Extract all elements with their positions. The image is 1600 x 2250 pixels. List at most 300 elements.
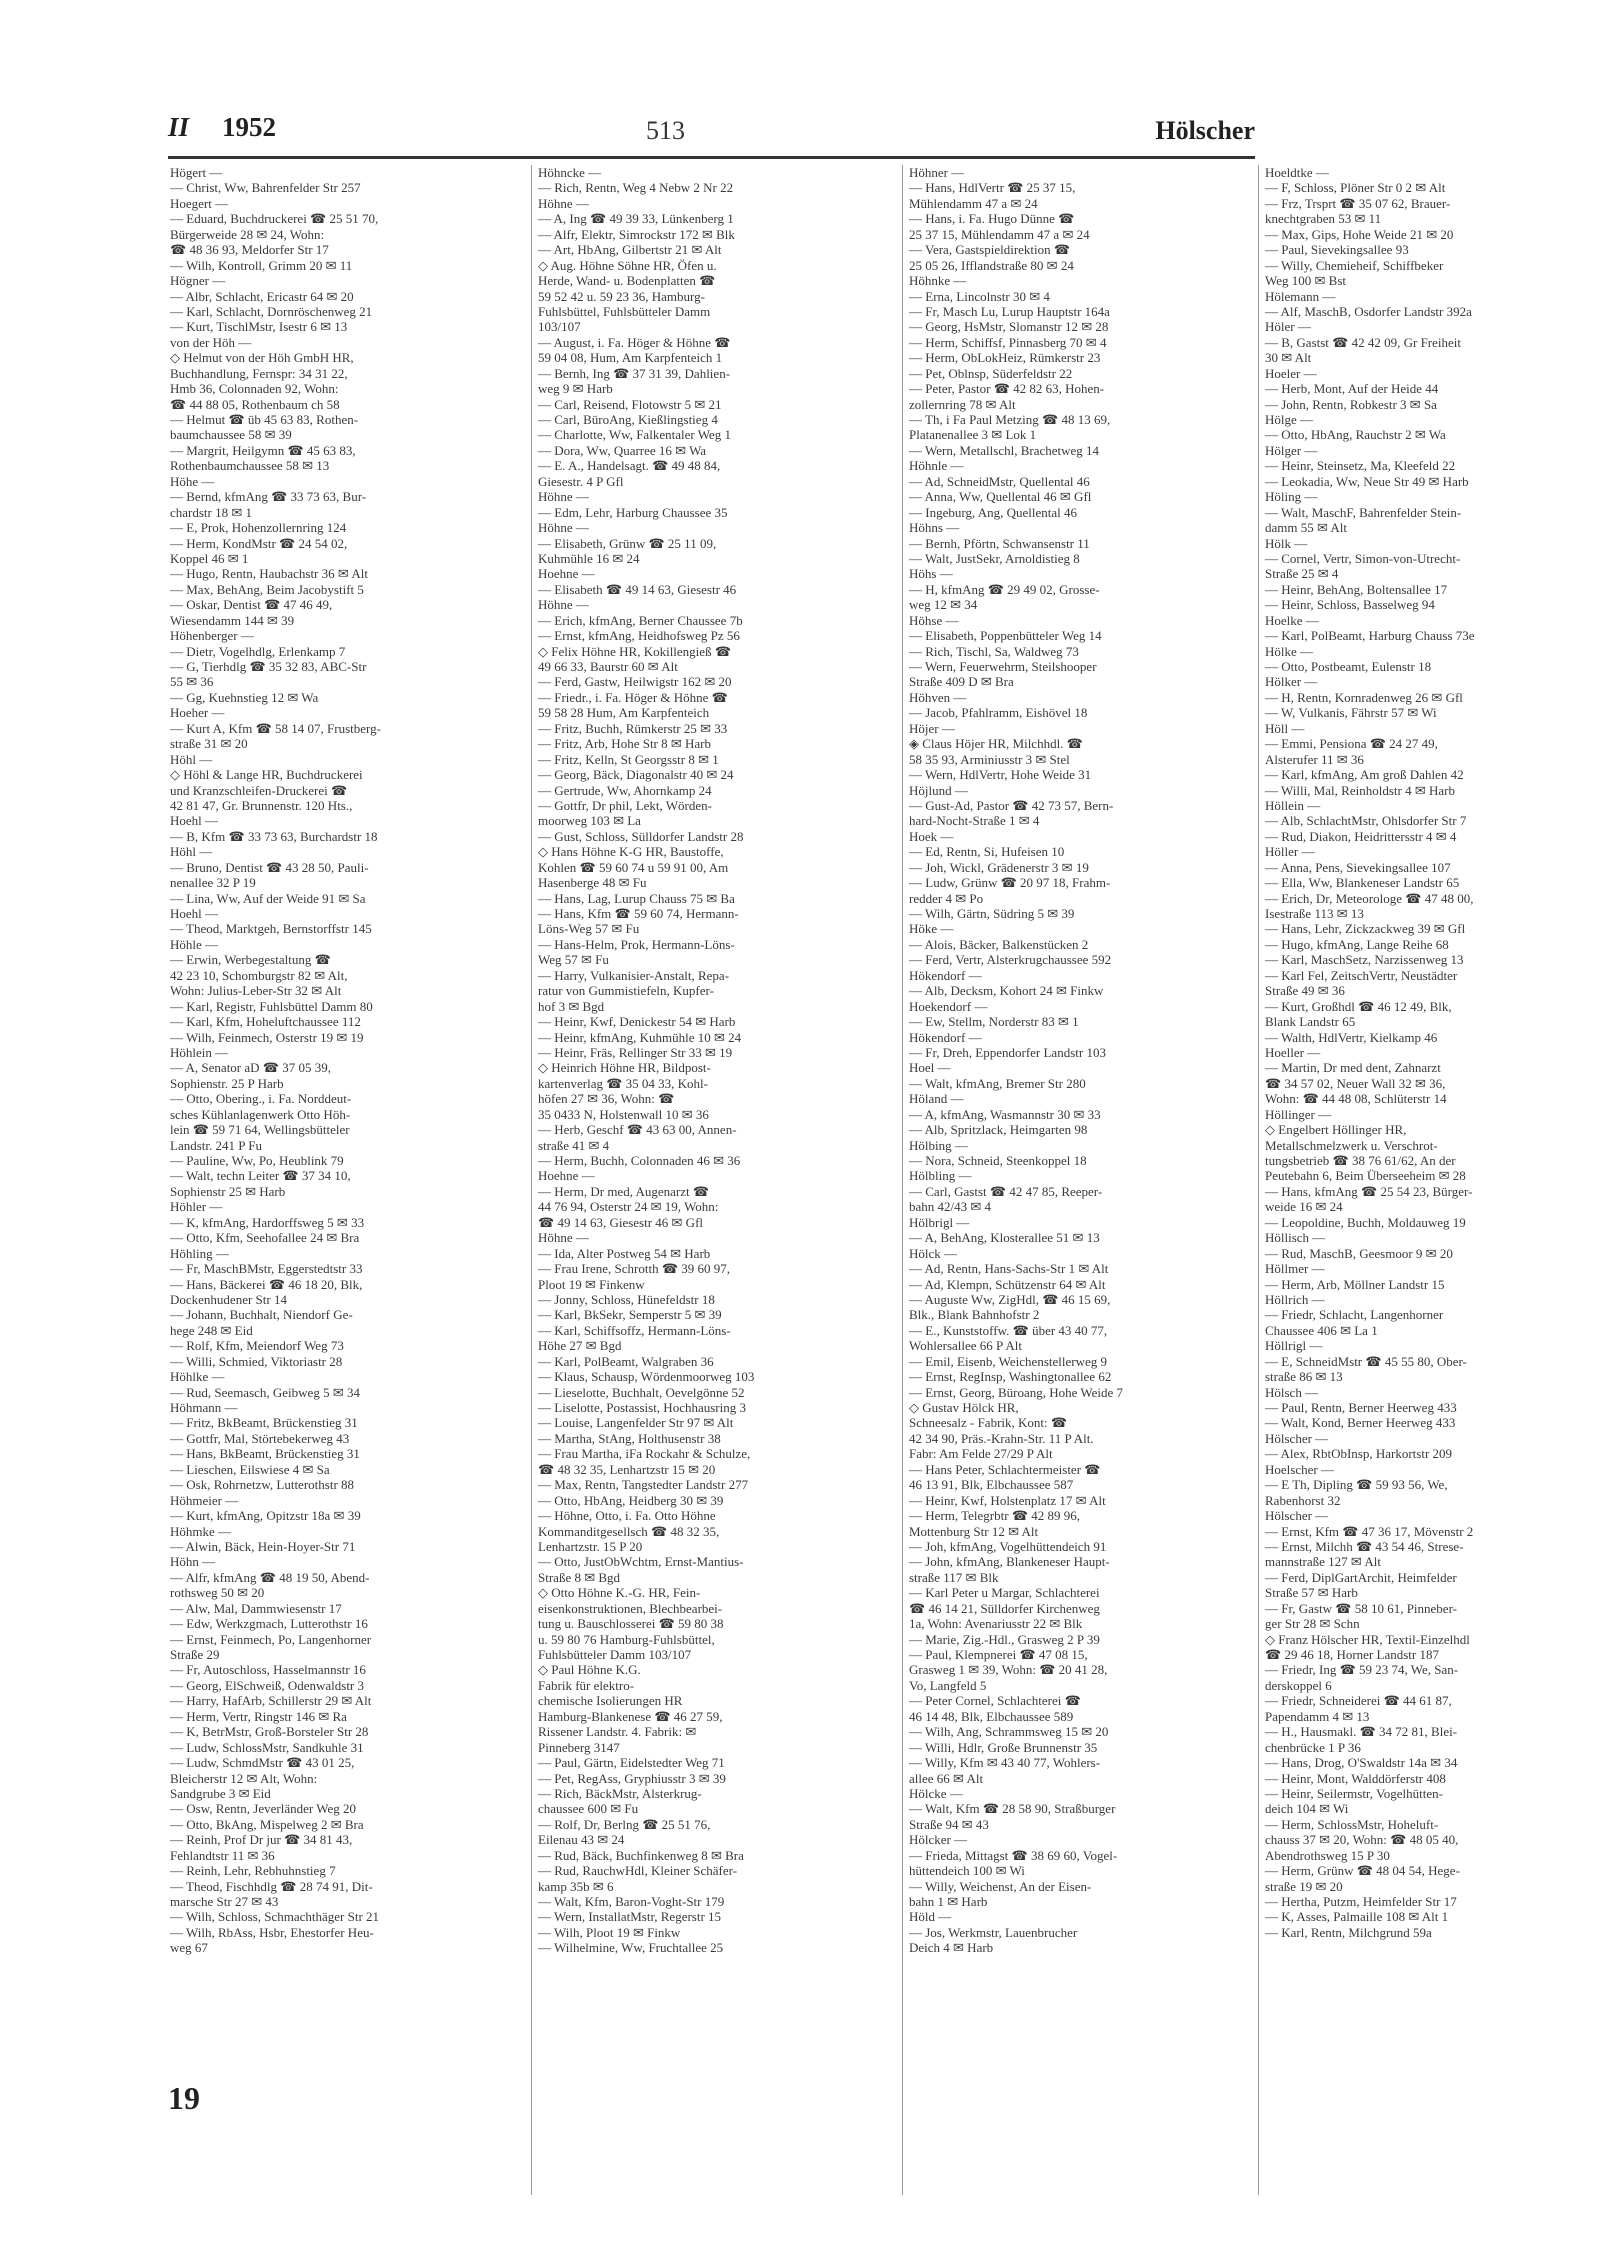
- directory-entry-line: — B, Gastst ☎ 42 42 09, Gr Freiheit: [1265, 334, 1462, 350]
- directory-entry-line: — H., Hausmakl. ☎ 34 72 81, Blei-: [1265, 1724, 1458, 1740]
- directory-entry-line: — Cornel, Vertr, Simon-von-Utrecht-: [1265, 550, 1461, 566]
- directory-entry-line: Hoelke —: [1265, 612, 1319, 628]
- directory-entry-line: — Rich, Rentn, Weg 4 Nebw 2 Nr 22: [538, 180, 734, 196]
- directory-entry-line: — Fr, Autoschloss, Hasselmannstr 16: [170, 1662, 366, 1678]
- directory-entry-line: — Eduard, Buchdruckerei ☎ 25 51 70,: [170, 211, 379, 227]
- directory-entry-line: — Charlotte, Ww, Falkentaler Weg 1: [538, 427, 731, 443]
- directory-entry-line: mannstraße 127 ✉ Alt: [1265, 1554, 1381, 1570]
- directory-entry-line: — Th, i Fa Paul Metzing ☎ 48 13 69,: [909, 412, 1111, 427]
- directory-entry-line: — Rich, Tischl, Sa, Waldweg 73: [909, 643, 1079, 659]
- directory-entry-line: — Edw, Werkzgmach, Lutterothstr 16: [170, 1616, 368, 1632]
- directory-entry-line: Schneesalz - Fabrik, Kont: ☎: [909, 1415, 1068, 1431]
- directory-entry-line: Höhn —: [170, 1554, 216, 1570]
- directory-entry-line: — Karl, Schiffsoffz, Hermann-Löns-: [538, 1322, 731, 1338]
- directory-entry-line: — Heinr, Kwf, Holstenplatz 17 ✉ Alt: [909, 1492, 1106, 1508]
- directory-entry-line: straße 31 ✉ 20: [170, 736, 248, 752]
- directory-entry-line: Höhner —: [909, 165, 965, 180]
- directory-entry-line: — Heinr, Steinsetz, Ma, Kleefeld 22: [1265, 458, 1456, 474]
- directory-entry-line: ☎ 44 88 05, Rothenbaum ch 58: [170, 396, 340, 412]
- directory-entry-line: Sophienstr 25 ✉ Harb: [170, 1183, 286, 1199]
- directory-entry-line: — A, Senator aD ☎ 37 05 39,: [170, 1060, 331, 1076]
- directory-entry-line: — W, Vulkanis, Fährstr 57 ✉ Wi: [1265, 705, 1437, 721]
- directory-entry-line: Straße 49 ✉ 36: [1265, 983, 1345, 999]
- directory-entry-line: — Emmi, Pensiona ☎ 24 27 49,: [1265, 736, 1438, 752]
- directory-entry-line: — Carl, BüroAng, Kießlingstieg 4: [538, 412, 718, 427]
- directory-entry-line: Höland —: [909, 1091, 964, 1107]
- directory-entry-line: — Gottfr, Mal, Störtebekerweg 43: [170, 1430, 350, 1446]
- directory-entry-line: — Kurt, kfmAng, Opitzstr 18a ✉ 39: [170, 1508, 361, 1524]
- directory-entry-line: ☎ 48 32 35, Lenhartzstr 15 ✉ 20: [538, 1461, 716, 1477]
- directory-entry-line: Höhl —: [170, 751, 213, 767]
- directory-entry-line: Höhnle —: [909, 458, 964, 474]
- directory-entry-line: 59 52 42 u. 59 23 36, Hamburg-: [538, 288, 705, 304]
- directory-entry-line: — Elisabeth, Poppenbütteler Weg 14: [909, 628, 1102, 644]
- directory-entry-line: — Erich, kfmAng, Berner Chaussee 7b: [538, 612, 743, 628]
- directory-entry-line: — Heinr, Seilermstr, Vogelhütten-: [1265, 1785, 1443, 1801]
- directory-entry-line: damm 55 ✉ Alt: [1265, 520, 1348, 536]
- directory-entry-line: u. 59 80 76 Hamburg-Fuhlsbüttel,: [538, 1631, 715, 1647]
- directory-entry-line: 46 13 91, Blk, Elbchaussee 587: [909, 1477, 1074, 1493]
- directory-entry-line: — Walt, kfmAng, Bremer Str 280: [909, 1075, 1086, 1091]
- directory-entry-line: — Ernst, Feinmech, Po, Langenhorner: [170, 1631, 372, 1647]
- directory-entry-line: Höhven —: [909, 689, 967, 705]
- directory-entry-line: — Georg, HsMstr, Slomanstr 12 ✉ 28: [909, 319, 1109, 335]
- directory-entry-line: — Wern, Feuerwehrm, Steilshooper: [909, 659, 1097, 674]
- directory-entry-line: Höhncke —: [538, 165, 602, 180]
- directory-entry-line: Höhmke —: [170, 1523, 232, 1539]
- directory-entry-line: Höhlke —: [170, 1369, 225, 1385]
- directory-entry-line: Fabr: Am Felde 27/29 P Alt: [909, 1446, 1053, 1462]
- directory-entry-line: — Ingeburg, Ang, Quellental 46: [909, 504, 1078, 520]
- directory-entry-line: — Otto, HbAng, Heidberg 30 ✉ 39: [538, 1492, 724, 1508]
- directory-entry-line: Grasweg 1 ✉ 39, Wohn: ☎ 20 41 28,: [909, 1662, 1108, 1678]
- directory-entry-line: — E, SchneidMstr ☎ 45 55 80, Ober-: [1265, 1353, 1467, 1369]
- directory-entry-line: Blank Landstr 65: [1265, 1014, 1356, 1030]
- directory-entry-line: — Herm, Telegrbtr ☎ 42 89 96,: [909, 1508, 1081, 1524]
- directory-entry-line: — Margrit, Heilgymn ☎ 45 63 83,: [170, 442, 356, 458]
- directory-entry-line: — Heinr, Kwf, Denickestr 54 ✉ Harb: [538, 1014, 736, 1030]
- directory-entry-line: — E., Kunststoffw. ☎ über 43 40 77,: [909, 1322, 1108, 1338]
- directory-entry-line: Höll —: [1265, 720, 1305, 736]
- directory-entry-line: chemische Isolierungen HR: [538, 1693, 683, 1709]
- directory-entry-line: Wiesendamm 144 ✉ 39: [170, 612, 295, 628]
- directory-entry-line: Hoeher —: [170, 705, 225, 721]
- directory-entry-line: Hoekendorf —: [909, 998, 988, 1014]
- directory-entry-line: Hölscher —: [1265, 1430, 1329, 1446]
- directory-entry-line: Hoek —: [909, 828, 954, 844]
- directory-entry-line: Höllrigl —: [1265, 1338, 1323, 1354]
- directory-entry-line: — Reinh, Prof Dr jur ☎ 34 81 43,: [170, 1832, 353, 1848]
- directory-entry-line: Höhs —: [909, 566, 953, 582]
- directory-entry-line: — Willi, Mal, Reinholdstr 4 ✉ Harb: [1265, 782, 1455, 798]
- directory-entry-line: — Höhne, Otto, i. Fa. Otto Höhne: [538, 1508, 716, 1524]
- directory-entry-line: Bürgerweide 28 ✉ 24, Wohn:: [170, 226, 325, 242]
- directory-entry-line: Höller —: [1265, 844, 1315, 860]
- directory-entry-line: — Karl Peter u Margar, Schlachterei: [909, 1585, 1100, 1601]
- directory-entry-line: 46 14 48, Blk, Elbchaussee 589: [909, 1708, 1074, 1724]
- directory-entry-line: baumchaussee 58 ✉ 39: [170, 427, 292, 443]
- directory-entry-line: — Harry, HafArb, Schillerstr 29 ✉ Alt: [170, 1693, 372, 1709]
- directory-entry-line: Landstr. 241 P Fu: [170, 1137, 262, 1153]
- directory-entry-line: — Ad, SchneidMstr, Quellental 46: [909, 473, 1090, 489]
- directory-entry-line: tung u. Bauschlosserei ☎ 59 80 38: [538, 1616, 724, 1632]
- directory-entry-line: ☎ 46 14 21, Sülldorfer Kirchenweg: [909, 1600, 1100, 1616]
- directory-entry-line: Höling —: [1265, 489, 1318, 505]
- directory-entry-line: Wohlersallee 66 P Alt: [909, 1338, 1022, 1354]
- directory-entry-line: hüttendeich 100 ✉ Wi: [909, 1863, 1025, 1879]
- directory-entry-line: — Walt, Kond, Berner Heerweg 433: [1265, 1415, 1456, 1431]
- directory-entry-line: kamp 35b ✉ 6: [538, 1878, 614, 1894]
- directory-entry-line: Mottenburg Str 12 ✉ Alt: [909, 1523, 1039, 1539]
- directory-entry-line: Höllrich —: [1265, 1291, 1325, 1307]
- directory-entry-line: Högner —: [170, 273, 226, 289]
- directory-entry-line: 59 58 28 Hum, Am Karpfenteich: [538, 705, 710, 721]
- directory-entry-line: — Hans Peter, Schlachtermeister ☎: [909, 1461, 1101, 1477]
- directory-entry-line: Hasenberge 48 ✉ Fu: [538, 875, 647, 891]
- directory-entry-line: — Fr, Gastw ☎ 58 10 61, Pinneber-: [1265, 1600, 1457, 1616]
- directory-entry-line: Höhlein —: [170, 1044, 229, 1060]
- directory-column-4: [1258, 165, 1595, 2195]
- directory-entry-line: — Alb, Spritzlack, Heimgarten 98: [909, 1122, 1088, 1138]
- directory-entry-line: Höhle —: [170, 936, 219, 952]
- directory-entry-line: — Alois, Bäcker, Balkenstücken 2: [909, 936, 1089, 952]
- directory-entry-line: Sophienstr. 25 P Harb: [170, 1075, 284, 1091]
- directory-entry-line: 55 ✉ 36: [170, 674, 214, 690]
- directory-entry-line: — Ad, Klempn, Schützenstr 64 ✉ Alt: [909, 1276, 1106, 1292]
- directory-entry-line: — Osw, Rentn, Jeverländer Weg 20: [170, 1801, 356, 1817]
- directory-entry-line: deich 104 ✉ Wi: [1265, 1801, 1349, 1817]
- directory-entry-line: — Theod, Marktgeh, Bernstorffstr 145: [170, 921, 372, 937]
- directory-entry-line: — Ludw, SchmdMstr ☎ 43 01 25,: [170, 1755, 355, 1771]
- directory-entry-line: Straße 94 ✉ 43: [909, 1816, 989, 1832]
- directory-entry-line: — Herm, Arb, Möllner Landstr 15: [1265, 1276, 1445, 1292]
- directory-column-1: [170, 165, 495, 1956]
- directory-entry-line: — Dora, Ww, Quarree 16 ✉ Wa: [538, 442, 707, 458]
- directory-entry-line: Fehlandtstr 11 ✉ 36: [170, 1847, 275, 1863]
- directory-entry-line: — Louise, Langenfelder Str 97 ✉ Alt: [538, 1415, 734, 1431]
- directory-entry-line: lein ☎ 59 71 64, Wellingsbütteler: [170, 1122, 350, 1138]
- directory-entry-line: — H, Rentn, Kornradenweg 26 ✉ Gfl: [1265, 689, 1463, 705]
- directory-entry-line: — Herm, SchlossMstr, Hoheluft-: [1265, 1816, 1439, 1832]
- directory-column-2: [531, 165, 863, 2195]
- directory-entry-line: — Lieschen, Eilswiese 4 ✉ Sa: [170, 1461, 330, 1477]
- directory-entry-line: Hölke —: [1265, 643, 1314, 659]
- directory-entry-line: Höhne —: [538, 1230, 589, 1246]
- directory-entry-line: — Frau Martha, iFa Rockahr & Schulze,: [538, 1446, 751, 1462]
- directory-entry-line: — Walt, MaschF, Bahrenfelder Stein-: [1265, 504, 1462, 520]
- directory-entry-line: — Herm, Dr med, Augenarzt ☎: [538, 1183, 710, 1199]
- directory-entry-line: ◇ Helmut von der Höh GmbH HR,: [170, 350, 354, 366]
- directory-entry-line: Hölcke —: [909, 1785, 963, 1801]
- directory-entry-line: nenallee 32 P 19: [170, 875, 256, 891]
- directory-entry-line: Höhne —: [538, 520, 589, 536]
- directory-entry-line: — Ida, Alter Postweg 54 ✉ Harb: [538, 1245, 711, 1261]
- directory-entry-line: Hmb 36, Colonnaden 92, Wohn:: [170, 381, 339, 397]
- directory-entry-line: Chaussee 406 ✉ La 1: [1265, 1322, 1378, 1338]
- directory-entry-line: Hoelscher —: [1265, 1461, 1334, 1477]
- directory-entry-line: — Wilh, Gärtn, Südring 5 ✉ 39: [909, 906, 1075, 921]
- directory-entry-line: Höllinger —: [1265, 1106, 1332, 1122]
- directory-entry-line: — Ella, Ww, Blankeneser Landstr 65: [1265, 875, 1460, 891]
- directory-entry-line: — Liselotte, Postassist, Hochhausring 3: [538, 1400, 746, 1415]
- directory-entry-line: — Gust, Schloss, Sülldorfer Landstr 28: [538, 828, 744, 844]
- directory-entry-line: Hölsch —: [1265, 1384, 1319, 1400]
- directory-entry-line: — Gertrude, Ww, Ahornkamp 24: [538, 782, 712, 798]
- directory-entry-line: — Alb, SchlachtMstr, Ohlsdorfer Str 7: [1265, 813, 1467, 829]
- directory-entry-line: — Ernst, Georg, Büroang, Hohe Weide 7: [909, 1384, 1124, 1400]
- directory-entry-line: Buchhandlung, Fernspr: 34 31 22,: [170, 365, 348, 381]
- footer-page-number: 19: [168, 2080, 200, 2116]
- directory-entry-line: chenbrücke 1 P 36: [1265, 1739, 1361, 1755]
- directory-entry-line: — Herb, Mont, Auf der Heide 44: [1265, 381, 1439, 397]
- directory-entry-line: Hoehl —: [170, 813, 219, 829]
- directory-entry-line: ger Str 28 ✉ Schn: [1265, 1616, 1360, 1632]
- directory-entry-line: Hölemann —: [1265, 288, 1336, 304]
- directory-entry-line: Höld —: [909, 1909, 952, 1925]
- directory-entry-line: ◇ Paul Höhne K.G.: [538, 1662, 641, 1678]
- directory-entry-line: — Ernst, kfmAng, Heidhofsweg Pz 56: [538, 628, 740, 644]
- directory-entry-line: — Martin, Dr med dent, Zahnarzt: [1265, 1060, 1441, 1076]
- directory-entry-line: ◇ Heinrich Höhne HR, Bildpost-: [538, 1060, 711, 1076]
- directory-entry-line: — Leopoldine, Buchh, Moldauweg 19: [1265, 1214, 1466, 1230]
- directory-entry-line: Hoeldtke —: [1265, 165, 1329, 180]
- directory-entry-line: Höler —: [1265, 319, 1311, 335]
- directory-entry-line: weg 9 ✉ Harb: [538, 381, 613, 397]
- guide-word: Hölscher: [1155, 116, 1255, 145]
- directory-entry-line: 30 ✉ Alt: [1265, 350, 1312, 366]
- directory-entry-line: Höhling —: [170, 1245, 229, 1261]
- directory-entry-line: — Joh, Wickl, Grädenerstr 3 ✉ 19: [909, 859, 1089, 875]
- directory-entry-line: Weg 57 ✉ Fu: [538, 952, 609, 968]
- directory-entry-line: — Herm, Vertr, Ringstr 146 ✉ Ra: [170, 1708, 347, 1724]
- directory-entry-line: — Elisabeth ☎ 49 14 63, Giesestr 46: [538, 581, 737, 597]
- directory-entry-line: Abendrothsweg 15 P 30: [1265, 1847, 1390, 1863]
- directory-entry-line: Hölck —: [909, 1245, 958, 1261]
- directory-entry-line: ◇ Aug. Höhne Söhne HR, Öfen u.: [538, 257, 717, 273]
- directory-entry-line: ◇ Gustav Hölck HR,: [909, 1400, 1019, 1415]
- directory-entry-line: — Herm, ObLokHeiz, Rümkerstr 23: [909, 350, 1101, 366]
- directory-entry-line: Bleicherstr 12 ✉ Alt, Wohn:: [170, 1770, 318, 1786]
- directory-entry-line: — Kurt A, Kfm ☎ 58 14 07, Frustberg-: [170, 720, 381, 736]
- directory-entry-line: — Rud, RauchwHdl, Kleiner Schäfer-: [538, 1863, 738, 1879]
- directory-entry-line: Hoeler —: [1265, 365, 1317, 381]
- directory-entry-line: — Karl, PolBeamt, Harburg Chauss 73e: [1265, 628, 1475, 644]
- directory-entry-line: — August, i. Fa. Höger & Höhne ☎: [538, 334, 731, 350]
- directory-entry-line: — Max, Gips, Hohe Weide 21 ✉ 20: [1265, 226, 1454, 242]
- directory-entry-line: chardstr 18 ✉ 1: [170, 504, 253, 520]
- directory-entry-line: Kommanditgesellsch ☎ 48 32 35,: [538, 1523, 720, 1539]
- directory-entry-line: ratur von Gummistiefeln, Kupfer-: [538, 983, 714, 999]
- directory-entry-line: bahn 1 ✉ Harb: [909, 1894, 988, 1909]
- directory-entry-line: — Fr, MaschBMstr, Eggerstedtstr 33: [170, 1261, 363, 1277]
- directory-entry-line: — E, Prok, Hohenzollernring 124: [170, 520, 347, 536]
- directory-entry-line: — Otto, HbAng, Rauchstr 2 ✉ Wa: [1265, 427, 1446, 443]
- directory-entry-line: — Dietr, Vogelhdlg, Erlenkamp 7: [170, 643, 346, 659]
- directory-entry-line: Hölker —: [1265, 674, 1318, 690]
- directory-entry-line: Höhmann —: [170, 1400, 238, 1415]
- directory-entry-line: Hölger —: [1265, 442, 1318, 458]
- directory-entry-line: — Ferd, Gastw, Heilwigstr 162 ✉ 20: [538, 674, 732, 690]
- directory-entry-line: ☎ 49 14 63, Giesestr 46 ✉ Gfl: [538, 1214, 704, 1230]
- directory-entry-line: Deich 4 ✉ Harb: [909, 1940, 994, 1956]
- directory-entry-line: — Bernh, Ing ☎ 37 31 39, Dahlien-: [538, 365, 731, 381]
- directory-entry-line: — K, Asses, Palmaille 108 ✉ Alt 1: [1265, 1909, 1449, 1925]
- directory-entry-line: — Johann, Buchhalt, Niendorf Ge-: [170, 1307, 353, 1323]
- directory-entry-line: von der Höh —: [170, 334, 252, 350]
- directory-entry-line: Mühlendamm 47 a ✉ 24: [909, 195, 1038, 211]
- directory-entry-line: straße 86 ✉ 13: [1265, 1369, 1343, 1385]
- directory-entry-line: weg 12 ✉ 34: [909, 597, 978, 613]
- directory-entry-line: Hölk —: [1265, 535, 1308, 551]
- directory-entry-line: — Theod, Fischhdlg ☎ 28 74 91, Dit-: [170, 1878, 373, 1894]
- directory-entry-line: Hölcker —: [909, 1832, 968, 1848]
- directory-entry-line: Hoehne —: [538, 566, 595, 582]
- directory-entry-line: — K, BetrMstr, Groß-Borsteler Str 28: [170, 1724, 369, 1740]
- directory-entry-line: — Alwin, Bäck, Hein-Hoyer-Str 71: [170, 1538, 356, 1554]
- directory-entry-line: — Willy, Chemieheif, Schiffbeker: [1265, 257, 1444, 273]
- directory-entry-line: — Hans, Kfm ☎ 59 60 74, Hermann-: [538, 906, 739, 921]
- directory-entry-line: — Karl, BkSekr, Semperstr 5 ✉ 39: [538, 1307, 722, 1323]
- directory-entry-line: — Osk, Rohrnetzw, Lutterothstr 88: [170, 1477, 355, 1493]
- directory-entry-line: — Walt, Kfm ☎ 28 58 90, Straßburger: [909, 1801, 1116, 1817]
- directory-entry-line: — Willy, Weichenst, An der Eisen-: [909, 1878, 1092, 1894]
- directory-entry-line: — Hertha, Putzm, Heimfelder Str 17: [1265, 1894, 1457, 1909]
- directory-entry-line: — Otto, Obering., i. Fa. Norddeut-: [170, 1091, 352, 1107]
- directory-entry-line: Höhne —: [538, 489, 589, 505]
- directory-entry-line: — Wern, Metallschl, Brachetweg 14: [909, 442, 1100, 458]
- directory-entry-line: — John, Rentn, Robkestr 3 ✉ Sa: [1265, 396, 1437, 412]
- directory-entry-line: Rissener Landstr. 4. Fabrik: ✉: [538, 1724, 697, 1740]
- directory-entry-line: — Rud, MaschB, Geesmoor 9 ✉ 20: [1265, 1245, 1453, 1261]
- directory-entry-line: derskoppel 6: [1265, 1677, 1332, 1693]
- directory-entry-line: Höhl —: [170, 844, 213, 860]
- directory-entry-line: — Jacob, Pfahlramm, Eishövel 18: [909, 705, 1088, 721]
- directory-entry-line: — Paul, Sievekingsallee 93: [1265, 242, 1409, 258]
- directory-entry-line: Straße 29: [170, 1647, 220, 1662]
- directory-entry-line: bahn 42/43 ✉ 4: [909, 1199, 992, 1215]
- directory-entry-line: — Peter, Pastor ☎ 42 82 63, Hohen-: [909, 381, 1105, 397]
- directory-entry-line: Höhnke —: [909, 273, 967, 289]
- directory-entry-line: weide 16 ✉ 24: [1265, 1199, 1343, 1215]
- directory-entry-line: Höllmer —: [1265, 1261, 1325, 1277]
- directory-entry-line: — Edm, Lehr, Harburg Chaussee 35: [538, 504, 728, 520]
- directory-entry-line: — Helmut ☎ üb 45 63 83, Rothen-: [170, 412, 359, 427]
- directory-entry-line: Koppel 46 ✉ 1: [170, 550, 249, 566]
- directory-entry-line: — Nora, Schneid, Steenkoppel 18: [909, 1153, 1087, 1168]
- directory-entry-line: Lenhartzstr. 15 P 20: [538, 1538, 643, 1554]
- directory-entry-line: Hökendorf —: [909, 1029, 982, 1045]
- directory-entry-line: — Jonny, Schloss, Hünefeldstr 18: [538, 1291, 715, 1307]
- directory-entry-line: — Jos, Werkmstr, Lauenbrucher: [909, 1924, 1078, 1940]
- directory-entry-line: Hölscher —: [1265, 1508, 1329, 1524]
- directory-entry-line: — A, BehAng, Klosterallee 51 ✉ 13: [909, 1230, 1100, 1246]
- directory-entry-line: Hoehl —: [170, 906, 219, 921]
- directory-entry-line: 58 35 93, Arminiusstr 3 ✉ Stel: [909, 751, 1070, 767]
- directory-entry-line: — Hans, i. Fa. Hugo Dünne ☎: [909, 211, 1075, 227]
- directory-entry-line: — Paul, Gärtn, Eidelstedter Weg 71: [538, 1755, 725, 1771]
- directory-entry-line: — Lina, Ww, Auf der Weide 91 ✉ Sa: [170, 890, 366, 906]
- directory-entry-line: — Peter Cornel, Schlachterei ☎: [909, 1693, 1081, 1709]
- directory-entry-line: — Hans, Lehr, Zickzackweg 39 ✉ Gfl: [1265, 921, 1466, 937]
- directory-entry-line: — Anna, Pens, Sievekingsallee 107: [1265, 859, 1451, 875]
- directory-entry-line: — Wilh, Feinmech, Osterstr 19 ✉ 19: [170, 1029, 364, 1045]
- directory-entry-line: — Wilh, Kontroll, Grimm 20 ✉ 11: [170, 257, 353, 273]
- directory-entry-line: — Fritz, Kelln, St Georgsstr 8 ✉ 1: [538, 751, 719, 767]
- directory-entry-line: Papendamm 4 ✉ 13: [1265, 1708, 1370, 1724]
- directory-entry-line: — Walth, HdlVertr, Kielkamp 46: [1265, 1029, 1438, 1045]
- directory-entry-line: und Kranzschleifen-Druckerei ☎: [170, 782, 348, 798]
- directory-entry-line: — Ernst, Kfm ☎ 47 36 17, Mövenstr 2: [1265, 1523, 1474, 1539]
- directory-entry-line: — Christ, Ww, Bahrenfelder Str 257: [170, 180, 361, 196]
- directory-entry-line: Weg 100 ✉ Bst: [1265, 273, 1346, 289]
- directory-entry-line: — Herm, KondMstr ☎ 24 54 02,: [170, 535, 348, 551]
- directory-entry-line: — Joh, kfmAng, Vogelhüttendeich 91: [909, 1538, 1107, 1554]
- directory-entry-line: — Fr, Dreh, Eppendorfer Landstr 103: [909, 1044, 1106, 1060]
- directory-entry-line: — Carl, Reisend, Flotowstr 5 ✉ 21: [538, 396, 722, 412]
- directory-entry-line: 1a, Wohn: Avenariusstr 22 ✉ Blk: [909, 1616, 1083, 1632]
- directory-entry-line: — Karl, MaschSetz, Narzissenweg 13: [1265, 952, 1464, 968]
- directory-entry-line: Ploot 19 ✉ Finkenw: [538, 1276, 645, 1292]
- directory-entry-line: Hökendorf —: [909, 967, 982, 983]
- directory-entry-line: — Karl, Schlacht, Dornröschenweg 21: [170, 303, 373, 319]
- directory-entry-line: Kohlen ☎ 59 60 74 u 59 91 00, Am: [538, 859, 729, 875]
- directory-entry-line: Rabenhorst 32: [1265, 1492, 1341, 1508]
- directory-entry-line: — Wilhelmine, Ww, Fruchtallee 25: [538, 1940, 724, 1956]
- directory-entry-line: ☎ 48 36 93, Meldorfer Str 17: [170, 242, 329, 258]
- directory-entry-line: — Rich, BäckMstr, Alsterkrug-: [538, 1785, 702, 1801]
- directory-entry-line: Högert —: [170, 165, 223, 180]
- directory-entry-line: Metallschmelzwerk u. Verschrot-: [1265, 1137, 1438, 1153]
- directory-entry-line: — Gottfr, Dr phil, Lekt, Wörden-: [538, 797, 712, 813]
- directory-entry-line: — Martha, StAng, Holthusenstr 38: [538, 1430, 721, 1446]
- directory-column-3: [902, 165, 1234, 2195]
- directory-entry-line: — Karl, Registr, Fuhlsbüttel Damm 80: [170, 998, 373, 1014]
- directory-entry-line: — B, Kfm ☎ 33 73 63, Burchardstr 18: [170, 828, 378, 844]
- directory-entry-line: Straße 409 D ✉ Bra: [909, 674, 1014, 690]
- directory-entry-line: Alsterufer 11 ✉ 36: [1265, 751, 1364, 767]
- directory-entry-line: — Elisabeth, Grünw ☎ 25 11 09,: [538, 535, 717, 551]
- directory-entry-line: — Carl, Gastst ☎ 42 47 85, Reeper-: [909, 1183, 1103, 1199]
- directory-entry-line: straße 117 ✉ Blk: [909, 1569, 999, 1585]
- directory-entry-line: Hamburg-Blankenese ☎ 46 27 59,: [538, 1708, 723, 1724]
- directory-entry-line: — Fritz, Arb, Hohe Str 8 ✉ Harb: [538, 736, 712, 752]
- directory-entry-line: — Heinr, Schloss, Basselweg 94: [1265, 597, 1435, 613]
- directory-entry-line: — Vera, Gastspieldirektion ☎: [909, 242, 1071, 258]
- directory-entry-line: 25 37 15, Mühlendamm 47 a ✉ 24: [909, 226, 1090, 242]
- directory-entry-line: straße 19 ✉ 20: [1265, 1878, 1343, 1894]
- directory-entry-line: Straße 8 ✉ Bgd: [538, 1569, 621, 1585]
- directory-entry-line: Straße 25 ✉ 4: [1265, 566, 1339, 582]
- directory-entry-line: — Paul, Klempnerei ☎ 47 08 15,: [909, 1647, 1088, 1662]
- directory-entry-line: — Ed, Rentn, Si, Hufeisen 10: [909, 844, 1065, 860]
- directory-entry-line: Kuhmühle 16 ✉ 24: [538, 550, 640, 566]
- directory-entry-line: Hölbrigl —: [909, 1214, 970, 1230]
- directory-entry-line: — Pet, Oblnsp, Süderfeldstr 22: [909, 365, 1073, 381]
- directory-entry-line: — Rud, Seemasch, Geibweg 5 ✉ 34: [170, 1384, 360, 1400]
- directory-entry-line: — Karl, Rentn, Milchgrund 59a: [1265, 1924, 1432, 1940]
- directory-entry-line: 103/107: [538, 319, 581, 335]
- directory-entry-line: — Frieda, Mittagst ☎ 38 69 60, Vogel-: [909, 1847, 1118, 1863]
- directory-entry-line: Peutebahn 6, Beim Überseeheim ✉ 28: [1265, 1168, 1466, 1184]
- directory-entry-line: — F, Schloss, Plöner Str 0 2 ✉ Alt: [1265, 180, 1446, 196]
- directory-entry-line: — Bruno, Dentist ☎ 43 28 50, Pauli-: [170, 859, 369, 875]
- directory-entry-line: — Willi, Hdlr, Große Brunnenstr 35: [909, 1739, 1098, 1755]
- directory-entry-line: Straße 57 ✉ Harb: [1265, 1585, 1358, 1601]
- directory-entry-line: chauss 37 ✉ 20, Wohn: ☎ 48 05 40,: [1265, 1832, 1459, 1848]
- directory-entry-line: — Erwin, Werbegestaltung ☎: [170, 952, 331, 968]
- directory-entry-line: moorweg 103 ✉ La: [538, 813, 641, 829]
- directory-entry-line: — Max, BehAng, Beim Jacobystift 5: [170, 581, 364, 597]
